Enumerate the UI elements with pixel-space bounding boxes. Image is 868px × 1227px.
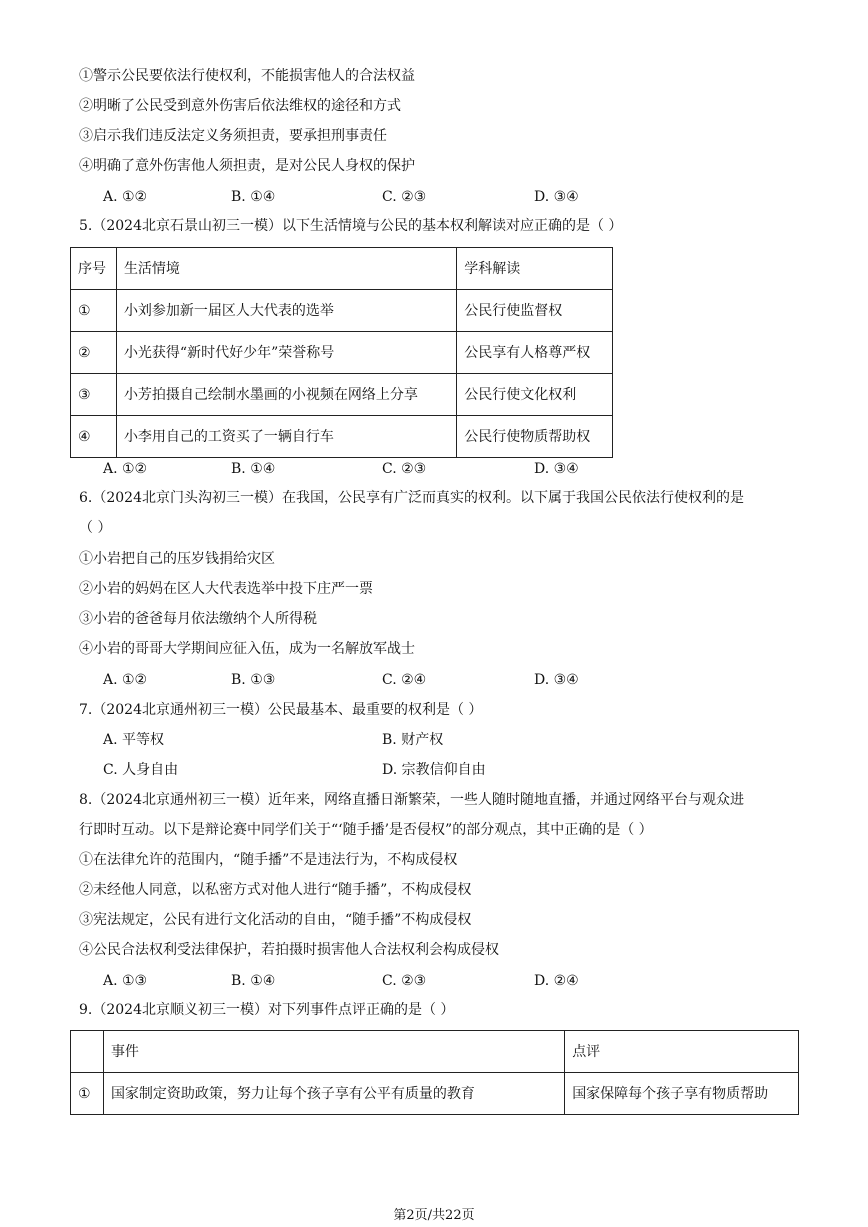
q6-statement-1: ①小岩把自己的压岁钱捐给灾区: [79, 551, 275, 567]
q8-option-b: B. ①④: [231, 973, 276, 989]
q5-table: [70, 247, 613, 458]
q6-statement-3: ③小岩的爸爸每月依法缴纳个人所得税: [79, 611, 317, 627]
q5-row-situation: 小刘参加新一届区人大代表的选举: [116, 290, 456, 332]
q5-option-c: C. ②③: [382, 461, 427, 477]
q5-row-situation: 小李用自己的工资买了一辆自行车: [116, 416, 456, 458]
q5-row-interpretation: 公民享有人格尊严权: [457, 332, 613, 374]
q6-stem-line1: 6.（2024北京门头沟初三一模）在我国，公民享有广泛而真实的权利。以下属于我国公民依法行使权利的是: [79, 490, 744, 506]
q8-option-a: A. ①③: [103, 973, 148, 989]
q5-row-interpretation: 公民行使物质帮助权: [457, 416, 613, 458]
q5-option-d: D. ③④: [534, 461, 579, 477]
q8-option-d: D. ②④: [534, 973, 579, 989]
q5-header-index: 序号: [71, 248, 117, 290]
q5-row-situation: 小光获得“新时代好少年”荣誉称号: [116, 332, 456, 374]
q8-statement-1: ①在法律允许的范围内，“随手播”不是违法行为，不构成侵权: [79, 852, 458, 868]
q9-table: [70, 1030, 799, 1115]
q5-row-index: ④: [71, 416, 117, 458]
q8-statement-2: ②未经他人同意，以私密方式对他人进行“随手播”，不构成侵权: [79, 882, 472, 898]
q4-statement-4: ④明确了意外伤害他人须担责，是对公民人身权的保护: [79, 158, 415, 174]
q5-header-interpretation: 学科解读: [457, 248, 613, 290]
q5-row-interpretation: 公民行使监督权: [457, 290, 613, 332]
q5-row-index: ②: [71, 332, 117, 374]
q6-option-b: B. ①③: [231, 672, 276, 688]
q9-header-row: [71, 1031, 799, 1073]
q7-option-c: C. 人身自由: [103, 762, 179, 778]
q5-row-index: ①: [71, 290, 117, 332]
q4-option-c: C. ②③: [382, 189, 427, 205]
q5-option-b: B. ①④: [231, 461, 276, 477]
table-row: [71, 416, 613, 458]
q8-statement-3: ③宪法规定，公民有进行文化活动的自由，“随手播”不构成侵权: [79, 912, 472, 928]
q9-row-index: ①: [71, 1073, 104, 1115]
q5-stem: 5.（2024北京石景山初三一模）以下生活情境与公民的基本权利解读对应正确的是（ ）: [79, 218, 623, 234]
table-row: [71, 1073, 799, 1115]
q9-row-event: 国家制定资助政策，努力让每个孩子享有公平有质量的教育: [103, 1073, 564, 1115]
q4-option-b: B. ①④: [231, 189, 276, 205]
table-row: [71, 374, 613, 416]
q6-statement-2: ②小岩的妈妈在区人大代表选举中投下庄严一票: [79, 581, 373, 597]
table-row: [71, 290, 613, 332]
q9-row-comment: 国家保障每个孩子享有物质帮助: [565, 1073, 799, 1115]
q6-option-d: D. ③④: [534, 672, 579, 688]
q5-header-row: [71, 248, 613, 290]
q6-option-a: A. ①②: [103, 672, 148, 688]
q7-stem: 7.（2024北京通州初三一模）公民最基本、最重要的权利是（ ）: [79, 702, 483, 718]
q4-statement-3: ③启示我们违反法定义务须担责，要承担刑事责任: [79, 128, 387, 144]
q9-header-comment: 点评: [565, 1031, 799, 1073]
q8-option-c: C. ②③: [382, 973, 427, 989]
q4-option-d: D. ③④: [534, 189, 579, 205]
table-row: [71, 332, 613, 374]
q6-statement-4: ④小岩的哥哥大学期间应征入伍，成为一名解放军战士: [79, 641, 415, 657]
q4-statement-2: ②明晰了公民受到意外伤害后依法维权的途径和方式: [79, 98, 401, 114]
q6-option-c: C. ②④: [382, 672, 427, 688]
page-footer: 第2页/共22页: [393, 1208, 475, 1223]
q8-stem-line1: 8.（2024北京通州初三一模）近年来，网络直播日渐繁荣，一些人随时随地直播，并通过网络平台与观众进: [79, 792, 744, 808]
q6-stem-line2: （ ）: [79, 520, 112, 536]
q7-option-a: A. 平等权: [103, 732, 165, 748]
q8-statement-4: ④公民合法权利受法律保护，若拍摄时损害他人合法权利会构成侵权: [79, 942, 499, 958]
q4-statement-1: ①警示公民要依法行使权利，不能损害他人的合法权益: [79, 68, 415, 84]
q8-stem-line2: 行即时互动。以下是辩论赛中同学们关于“‘随手播’是否侵权”的部分观点，其中正确的是（ ）: [79, 822, 653, 838]
q9-header-index: [71, 1031, 104, 1073]
q4-option-a: A. ①②: [103, 189, 148, 205]
q5-row-index: ③: [71, 374, 117, 416]
q9-stem: 9.（2024北京顺义初三一模）对下列事件点评正确的是（ ）: [79, 1002, 455, 1018]
q7-option-d: D. 宗教信仰自由: [382, 762, 486, 778]
q5-row-interpretation: 公民行使文化权利: [457, 374, 613, 416]
q9-header-event: 事件: [103, 1031, 564, 1073]
q7-option-b: B. 财产权: [382, 732, 444, 748]
q5-header-situation: 生活情境: [116, 248, 456, 290]
q5-option-a: A. ①②: [103, 461, 148, 477]
q5-row-situation: 小芳拍摄自己绘制水墨画的小视频在网络上分享: [116, 374, 456, 416]
